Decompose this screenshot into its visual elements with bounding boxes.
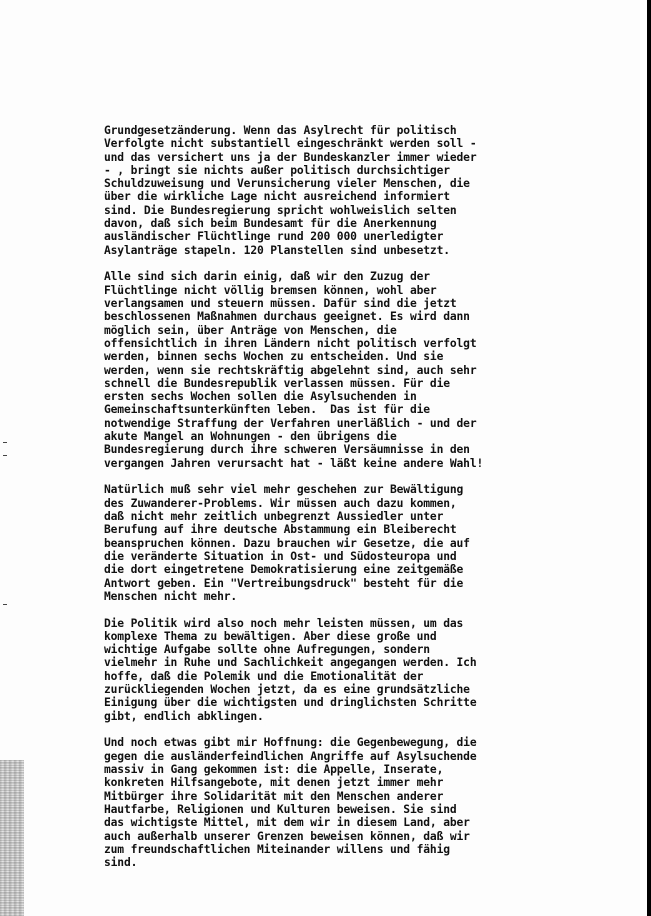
- text-line: wichtige Aufgabe sollte ohne Aufregungen, sondern: [104, 643, 430, 657]
- text-line: davon, daß sich beim Bundesamt für die Anerkennung: [104, 217, 437, 231]
- text-line: auch außerhalb unserer Grenzen beweisen können, daß wir: [104, 829, 470, 843]
- text-line: notwendige Straffung der Verfahren unerläßlich - und der: [104, 416, 477, 430]
- text-line: Alle sind sich darin einig, daß wir den Zuzug der: [104, 270, 430, 284]
- text-line: komplexe Thema zu bewältigen. Aber diese große und: [104, 629, 437, 643]
- text-line: daß nicht mehr zeitlich unbegrenzt Aussiedler unter: [104, 510, 444, 524]
- paragraph: [104, 483, 624, 603]
- text-line: sind.: [104, 856, 138, 870]
- page-edge-shadow: [647, 0, 651, 916]
- text-line: Schuldzuweisung und Verunsicherung vieler Menschen, die: [104, 177, 470, 191]
- text-line: werden, wenn sie rechtskräftig abgelehnt sind, auch sehr: [104, 363, 477, 377]
- text-line: das wichtigste Mittel, mit dem wir in diesem Land, aber: [104, 816, 470, 830]
- text-line: gegen die ausländerfeindlichen Angriffe auf Asylsuchende: [104, 749, 477, 763]
- text-line: Asylanträge stapeln. 120 Planstellen sind unbesetzt.: [104, 243, 450, 257]
- text-line: Einigung über die wichtigsten und dringlichsten Schritte: [104, 696, 477, 710]
- margin-mark: [3, 604, 7, 605]
- margin-mark: [3, 455, 7, 456]
- text-line: die dort eingetretene Demokratisierung eine zeitgemäße: [104, 563, 464, 577]
- text-line: des Zuwanderer-Problems. Wir müssen auch dazu kommen,: [104, 496, 457, 510]
- text-line: zurückliegenden Wochen jetzt, da es eine grundsätzliche: [104, 683, 470, 697]
- text-line: Grundgesetzänderung. Wenn das Asylrecht für politisch: [104, 124, 457, 137]
- text-line: Natürlich muß sehr viel mehr geschehen zur Bewältigung: [104, 483, 464, 497]
- paragraph: [104, 617, 624, 723]
- document-body: [104, 124, 624, 883]
- paragraph: [104, 736, 624, 869]
- text-line: Berufung auf ihre deutsche Abstammung ein Bleiberecht: [104, 523, 457, 537]
- text-line: Verfolgte nicht substantiell eingeschränkt werden soll -: [104, 137, 477, 151]
- text-line: Hautfarbe, Religionen und Kulturen beweisen. Sie sind: [104, 802, 457, 816]
- text-line: und das versichert uns ja der Bundeskanzler immer wieder: [104, 150, 477, 164]
- text-line: verlangsamen und steuern müssen. Dafür sind die jetzt: [104, 297, 457, 311]
- text-line: hoffe, daß die Polemik und die Emotionalität der: [104, 669, 424, 683]
- text-line: konkreten Hilfsangebote, mit denen jetzt immer mehr: [104, 776, 444, 790]
- text-line: gibt, endlich abklingen.: [104, 709, 264, 723]
- text-line: ausländischer Flüchtlinge rund 200 000 unerledigter: [104, 230, 444, 244]
- text-line: Bundesregierung durch ihre schweren Versäumnisse in den: [104, 443, 470, 457]
- text-line: beanspruchen können. Dazu brauchen wir Gesetze, die auf: [104, 536, 470, 550]
- text-line: vergangen Jahren verursacht hat - läßt keine andere Wahl!: [104, 456, 484, 470]
- text-line: die veränderte Situation in Ost- und Südosteuropa und: [104, 549, 457, 563]
- text-line: Gemeinschaftsunterkünften leben. Das ist für die: [104, 403, 430, 417]
- text-line: Und noch etwas gibt mir Hoffnung: die Gegenbewegung, die: [104, 736, 477, 750]
- text-line: schnell die Bundesrepublik verlassen müssen. Für die: [104, 376, 450, 390]
- scan-noise-strip: [0, 760, 24, 916]
- text-line: vielmehr in Ruhe und Sachlichkeit angegangen werden. Ich: [104, 656, 477, 670]
- margin-mark: [3, 442, 7, 443]
- text-line: akute Mangel an Wohnungen - den übrigens die: [104, 430, 397, 444]
- text-line: beschlossenen Maßnahmen durchaus geeignet. Es wird dann: [104, 310, 470, 324]
- text-line: möglich sein, über Anträge von Menschen, die: [104, 323, 397, 337]
- text-line: Menschen nicht mehr.: [104, 589, 238, 603]
- text-line: sind. Die Bundesregierung spricht wohlweislich selten: [104, 203, 457, 217]
- paragraph: [104, 270, 624, 469]
- paragraph: [104, 124, 624, 257]
- text-line: zum freundschaftlichen Miteinander willens und fähig: [104, 842, 450, 856]
- text-line: massiv in Gang gekommen ist: die Appelle, Inserate,: [104, 763, 444, 777]
- text-line: ersten sechs Wochen sollen die Asylsuchenden in: [104, 390, 417, 404]
- text-line: über die wirkliche Lage nicht ausreichend informiert: [104, 190, 450, 204]
- text-line: Mitbürger ihre Solidarität mit den Menschen anderer: [104, 789, 444, 803]
- text-line: Antwort geben. Ein "Vertreibungsdruck" besteht für die: [104, 576, 464, 590]
- text-line: Die Politik wird also noch mehr leisten müssen, um das: [104, 616, 464, 630]
- text-line: Flüchtlinge nicht völlig bremsen können, wohl aber: [104, 283, 437, 297]
- text-line: - , bringt sie nichts außer politisch durchsichtiger: [104, 163, 450, 177]
- text-line: werden, binnen sechs Wochen zu entscheiden. Und sie: [104, 350, 444, 364]
- text-line: offensichtlich in ihren Ländern nicht politisch verfolgt: [104, 336, 477, 350]
